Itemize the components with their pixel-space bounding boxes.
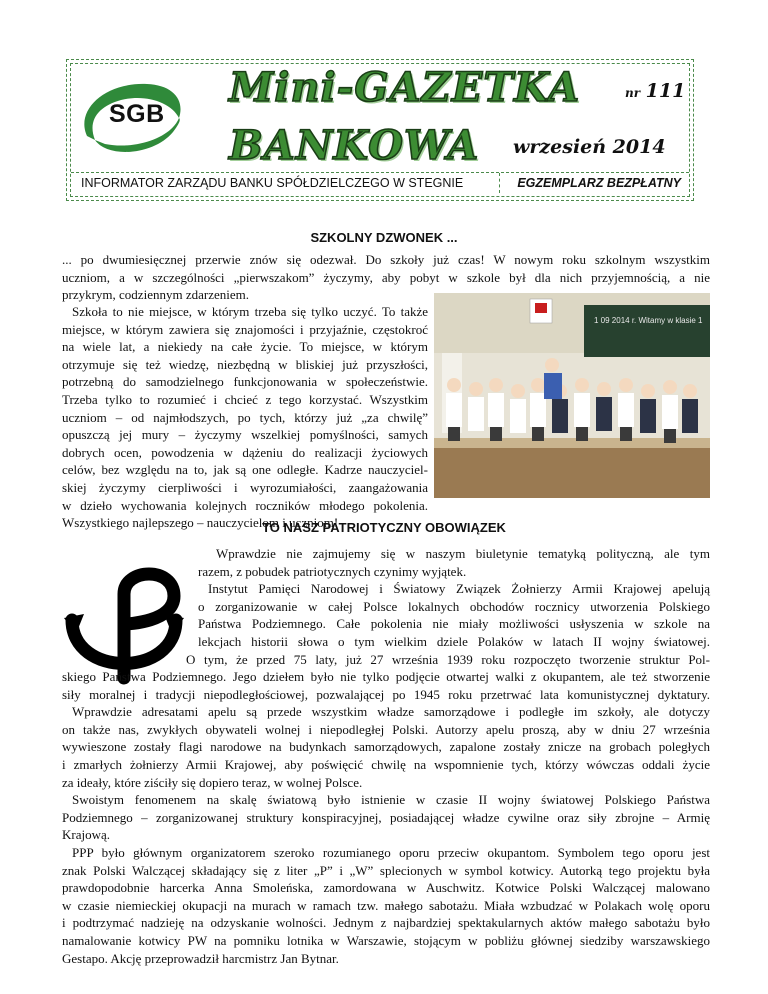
- article2-line: o zorganizowanie w całej Polsce lokalnych obchodów rocznicy utworzenia Polskiego: [198, 598, 710, 614]
- article2-line: Wprawdzie adresatami apelu są przede wszystkim władze samorządowe i podległe im szkoły, ale dotyczy: [72, 704, 710, 720]
- article2-line: i podtrzymać nadzieję na odzyskanie wolności. Jednym z najbardziej spektakularnych aktów małego sabotażu było: [62, 915, 710, 931]
- article2-line: skiego Państwa Podziemnego. Jego dziełem było nie tylko podjęcie otwartej walki z okupantem, ale też stworzenie: [62, 669, 710, 684]
- class-photo-image: [434, 293, 710, 498]
- free-copy-label: EGZEMPLARZ BEZPŁATNY: [517, 176, 681, 190]
- title-line-1: Mini-GAZETKA: [229, 64, 581, 111]
- article2-line: razem, z pobudek patriotycznych czynimy wyjątek.: [198, 563, 467, 579]
- article2-line: Gestapo. Akcję przeprowadził harcmistrz Jan Bytnar.: [62, 950, 339, 966]
- article1-body-line: w dzieło wychowania kolejnych roczników młodego pokolenia.: [62, 497, 428, 513]
- article2-line: lekcjach historii słowa o tym wielkim dziele Polaków w latach II wojny światowej.: [198, 633, 710, 649]
- issue-date: wrzesień 2014: [513, 136, 666, 158]
- article2-line: Swoistym fenomenem na skalę światową było istnienie w czasie II wojny światowej Polskiego Państwa: [72, 792, 710, 808]
- article2-line: siły moralnej i tradycji niepodległościowej, pozwalającej po 1945 roku przetrwać lata komunistycznej dyktatury.: [62, 686, 710, 702]
- board-text: 1 09 2014 r. Witamy w klasie 1: [594, 316, 703, 325]
- sgb-logo: [75, 74, 187, 160]
- title-line-2: BANKOWA: [229, 122, 480, 169]
- article1-body-line: na wiele lat, a niekiedy na całe życie. To miejsce, w którym: [62, 339, 428, 355]
- article2-line: namalowanie kotwicy PW na pomniku lotnika w Warszawie, stojącym w pobliżu głównej siedziby warszawskiego: [62, 932, 710, 948]
- article2-line: prawdopodobnie harcerka Anna Smoleńska, zamordowana w Auschwitz. Kotwice Polski Walczącej malowano: [62, 880, 710, 896]
- article2-line: Podziemnego – zorganizowanej struktury konspiracyjnej, posiadającej władze cywilne oraz siły zbrojne – Armię: [62, 809, 710, 825]
- article2-line: Instytut Pamięci Narodowej i Światowy Związek Żołnierzy Armii Krajowej apelują: [208, 581, 710, 597]
- article1-body-line: skiej życzymy cierpliwości i wyrozumiałości, zaangażowania: [62, 479, 428, 495]
- article1-heading: SZKOLNY DZWONEK ...: [310, 230, 458, 245]
- issue-number: 111: [645, 80, 686, 102]
- article2-line: w czasie niemieckiej okupacji na murach w ramach tzw. małego sabotażu. Miała wzbudzać w Polakach wolę oporu: [62, 897, 710, 913]
- article2-line: Wprawdzie nie zajmujemy się w naszym biuletynie tematyką polityczną, ale tym: [216, 546, 710, 561]
- article1-body-line: Szkoła to nie miejsce, w którym trzeba się tylko uczyć. To także: [72, 304, 428, 319]
- article2-line: wywieszone zostały flagi narodowe na budynkach samorządowych, zapalone zostały znicze na grobach poległych: [62, 739, 710, 755]
- article2-line: on także nas, zwykłych obywateli wolnej i niepodległej Polski. Autorzy apelu proszą, aby w dniu 27 września: [62, 721, 710, 737]
- article2-line: PPP było głównym organizatorem szeroko rozumianego oporu przeciw okupantom. Symbolem tego oporu jest: [72, 844, 710, 860]
- article1-body-line: uczniom – od najmłodszych, po tych, którzy już „za chwilę”: [62, 409, 428, 425]
- article1-body-line: Wszystkiego najlepszego – nauczycielom i uczniom!: [62, 515, 339, 531]
- class-photo: [434, 293, 710, 498]
- masthead-strip: [71, 172, 689, 193]
- article2-line: za ideały, które ziściły się dopiero teraz, w wolnej Polsce.: [62, 774, 363, 790]
- article1-intro-line: ... po dwumiesięcznej przerwie znów się odezwał. Do szkoły już czas! W nowym roku szkolnym wszystkim: [62, 252, 710, 267]
- masthead: [66, 59, 694, 201]
- issue-number-block: [625, 80, 685, 102]
- article1-body-line: celów, bez względu na to, jak są one odległe. Kadrze nauczyciel-: [62, 462, 428, 478]
- article2-line: i zmarłych żołnierzy Armii Krajowej, aby poświęcić chwilę na wspomnienie tych, którzy wówczas oddali życie: [62, 756, 710, 772]
- article2-line: znak Polski Walczącej składający się z liter „P” i „W” splecionych w symbol kotwicy. Autorką tego projektu była: [62, 862, 710, 878]
- article2-line: Krajową.: [62, 827, 111, 843]
- issue-label: nr: [625, 86, 641, 100]
- article1-body-line: otrzymuje się też wiedzę, niezbędną w bliskiej już przyszłości,: [62, 356, 428, 372]
- publisher-info: INFORMATOR ZARZĄDU BANKU SPÓŁDZIELCZEGO W STEGNIE: [81, 176, 464, 190]
- article1-body-line: dobrych ocen, powodzenia w dążeniu do realizacji życiowych: [62, 444, 428, 460]
- article1-body: [62, 303, 428, 532]
- article1-intro-line: uczniom, a w szczególności „pierwszakom” życzymy, aby pobyt w szkole był dla nich przyjemnością, a nie: [62, 269, 710, 285]
- strip-divider: [499, 173, 500, 193]
- article2-wrapped-text: [186, 545, 710, 668]
- article1-body-line: opuszczą jej mury – życzymy wszelkiej pomyślności, samych: [62, 427, 428, 443]
- article1-body-line: Trzeba tylko to rozumieć i chcieć z tego korzystać. Wszystkim: [62, 391, 428, 407]
- article1-body-line: miejsce, w którym zawiera się znajomości i przyjaźnie, częstokroć: [62, 321, 428, 337]
- article1-body-line: potrzebną do samodzielnego funkcjonowania w społeczeństwie.: [62, 374, 428, 390]
- article2-line: O tym, że przed 75 laty, już 27 września 1939 roku rozpoczęto tworzenie struktur Pol-: [186, 651, 710, 667]
- article2-full-text: [62, 668, 710, 967]
- article2-line: Państwa Podziemnego. Całe pokolenia nie miały możliwości usłyszenia w szkole na: [198, 616, 710, 632]
- article2-heading: TO NASZ PATRIOTYCZNY OBOWIĄZEK: [262, 520, 506, 535]
- article1-intro-line: przykrym, codziennym zdarzeniem.: [62, 287, 249, 303]
- logo-text: SGB: [109, 100, 165, 128]
